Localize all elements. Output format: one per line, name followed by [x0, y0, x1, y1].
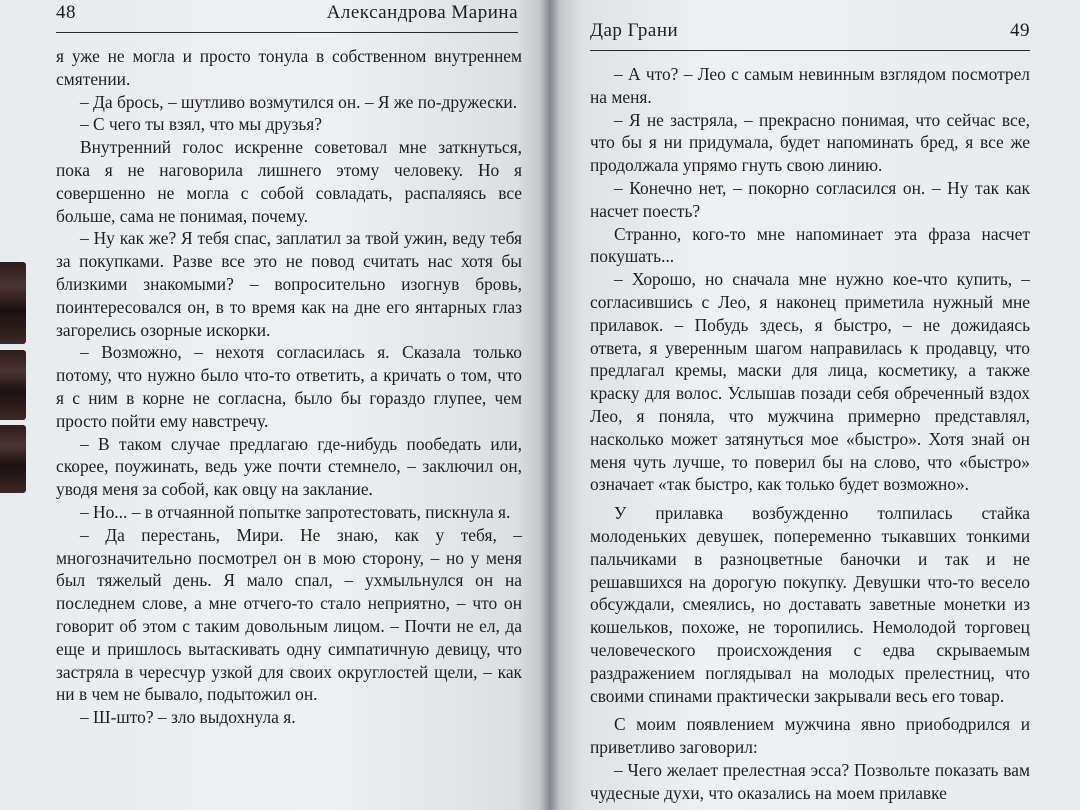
- page-number: 48: [56, 2, 76, 23]
- paragraph: – Ш-што? – зло выдохнула я.: [80, 707, 296, 728]
- right-page: [550, 0, 1080, 810]
- paragraph: – Ну как же? Я тебя спас, заплатил за твой ужин, веду тебя за покупками. Разве все это не повод считать нас хотя бы близкими знакомыми? – вопросительно изогнув бровь, поинтересовался он, в то время как на дне его янтарных глаз загорелись озорные искорки.: [56, 228, 522, 340]
- binder-clip-icon: [0, 350, 26, 420]
- right-page-header: [590, 20, 1030, 51]
- running-title-book: Дар Грани: [590, 20, 679, 41]
- running-title-author: Александрова Марина: [326, 2, 518, 23]
- paragraph: – А что? – Лео с самым невинным взглядом посмотрел на меня.: [590, 64, 1030, 107]
- binder-clip-icon: [0, 425, 26, 493]
- paragraph: – Да брось, – шутливо возмутился он. – Я же по-дружески.: [80, 91, 518, 112]
- paragraph: – В таком случае предлагаю где-нибудь пообедать или, скорее, поужинать, ведь уже почти стемнело, – заключил он, уводя меня за собой, как овцу на заклание.: [56, 433, 522, 500]
- left-page-text: [56, 45, 522, 729]
- paragraph: – С чего ты взял, что мы друзья?: [80, 114, 323, 135]
- paragraph: – Чего желает прелестная эсса? Позвольте показать вам чудесные духи, что оказались на моем прилавке: [590, 759, 1030, 803]
- paragraph: – Возможно, – нехотя согласилась я. Сказала только потому, что нужно было что-то ответить, а кричать о том, что я с ним в корне не согласна, было бы гораздо глупее, чем просто пойти ему навстречу.: [56, 342, 522, 431]
- right-page-text: [590, 63, 1030, 805]
- paragraph: я уже не могла и просто тонула в собственном внутреннем смятении.: [56, 46, 522, 89]
- paragraph: – Да перестань, Мири. Не знаю, как у тебя, – многозначительно посмотрел он в мою сторону, – но у меня был тяжелый день. Я мало спал, – ухмыльнулся он на последнем слове, а мне отчего-то стало неприятно, – что он говорит об этом с таким довольным лицом. – Почти не ел, да еще и пришлось вытаскивать одну симпатичную девицу, что застряла в чересчур узкой для своих округлостей щели, – как ни в чем не бывало, подытожил он.: [56, 524, 522, 705]
- paragraph: – Я не застряла, – прекрасно понимая, что сейчас все, что бы я ни придумала, будет напоминать бред, я все же продолжала упрямо гнуть свою линию.: [590, 109, 1030, 176]
- paragraph: – Но... – в отчаянной попытке запротестовать, пискнула я.: [80, 501, 511, 522]
- binder-clip-icon: [0, 262, 26, 344]
- paragraph: – Хорошо, но сначала мне нужно кое-что купить, – согласившись с Лео, я наконец приметила нужный мне прилавок. – Побудь здесь, я быстро, – не дожидаясь ответа, я уверенным шагом направилась к продавцу, что предлагал кремы, маски для лица, косметику, а также краску для волос. Услышав позади себя обреченный вздох Лео, я поняла, что мужчина примерно представлял, насколько может затянуться мое «быстро». Хотя знай он меня чуть лучше, то поверил бы на слово, что «быстро» означает «так быстро, как только будет возможно».: [590, 269, 1030, 495]
- paragraph: С моим появлением мужчина явно приободрился и приветливо заговорил:: [590, 714, 1030, 758]
- paragraph: – Конечно нет, – покорно согласился он. – Ну так как насчет поесть?: [590, 177, 1030, 221]
- paragraph: Странно, кого-то мне напоминает эта фраза насчет покушать...: [590, 223, 1030, 267]
- page-number: 49: [1010, 20, 1030, 41]
- left-page-header: [56, 2, 518, 33]
- paragraph: Внутренний голос искренне советовал мне заткнуться, пока я не наговорила лишнего этому человеку. Но я совершенно не могла с собой совладать, распаляясь все больше, сама не понимая, почему.: [56, 137, 522, 226]
- paragraph: У прилавка возбужденно толпилась стайка молоденьких девушек, попеременно тыкавших тонкими пальчиками в разноцветные баночки и так и не решавшихся на дорогую покупку. Девушки что-то весело обсуждали, смеялись, но доставать заветные монетки из кошельков, похоже, не торопились. Немолодой торговец человеческого происхождения с едва скрываемым раздражением поглядывал на молодых прелестниц, что своими спинами практически закрывали весь его товар.: [590, 503, 1030, 706]
